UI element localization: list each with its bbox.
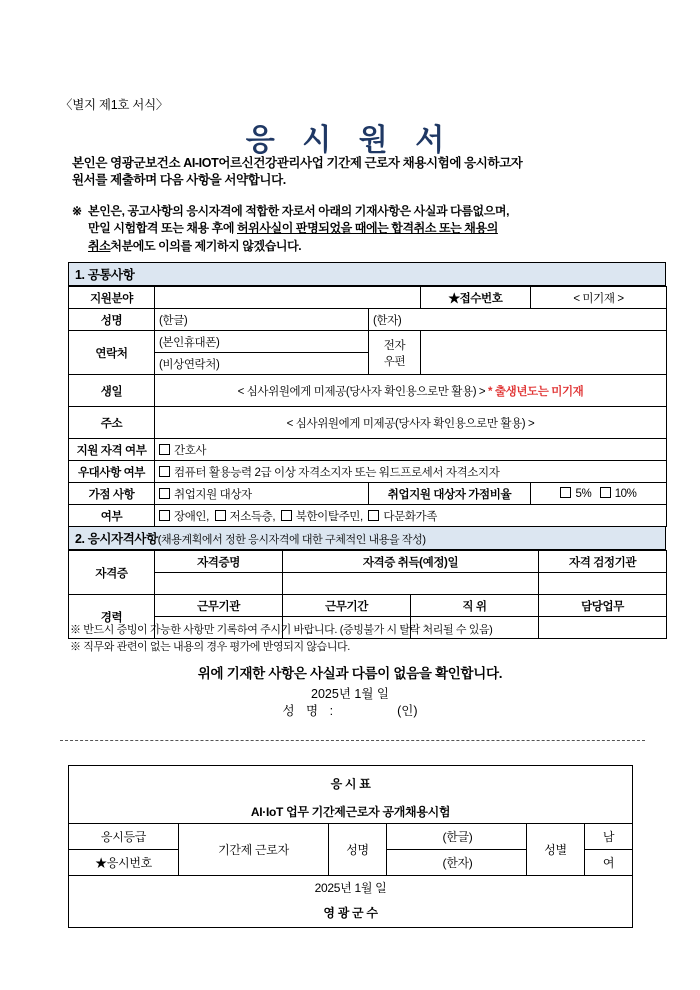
preference-value[interactable] (155, 461, 667, 483)
table-row (69, 407, 667, 439)
extra-points-option-1[interactable] (155, 483, 369, 505)
ticket-gender-female[interactable]: 여 (585, 849, 633, 875)
application-form (68, 262, 666, 639)
qualification-value[interactable] (155, 439, 667, 461)
section-2-title: 2. 응시자격사항 (75, 532, 158, 546)
birth-label: 생일 (69, 375, 155, 407)
ticket-issuer: 영 광 군 수 (69, 899, 633, 927)
extra-points-ratio-options[interactable] (531, 483, 667, 505)
certificate-col-date: 자격증 취득(예정)일 (283, 551, 539, 573)
intro-paragraph (72, 155, 652, 189)
table-row (69, 331, 667, 353)
name-korean-field[interactable]: (한글) (155, 309, 369, 331)
confirmation-statement: 위에 기재한 사항은 사실과 다름이 없음을 확인합니다. (197, 666, 503, 681)
cut-line-divider (60, 740, 645, 741)
ticket-name-label: 성명 (329, 823, 387, 875)
email-label (369, 331, 421, 375)
intro-line-2: 원서를 제출하며 다음 사항을 서약합니다. (72, 172, 286, 187)
table-row (69, 875, 633, 899)
extra-points-option-1-label: 취업지원 대상자 (174, 488, 252, 501)
extra-points-option-disabled: 장애인, (174, 510, 209, 523)
application-date: 2025년 1월 일 (311, 687, 389, 701)
birth-value-text: < 심사위원에게 미제공(당사자 확인용으로만 활용) > (237, 385, 486, 398)
table-row (69, 766, 633, 800)
note-line-2-underline: 허위사실이 판명되었을 때에는 합격취소 또는 채용의 (236, 221, 498, 236)
certificate-value-issuer[interactable] (539, 573, 667, 595)
checkbox-icon[interactable] (560, 487, 571, 498)
signature-seal: (인) (397, 704, 418, 718)
checkbox-icon[interactable] (159, 444, 170, 455)
table-row (69, 573, 667, 595)
note-line-3 (88, 238, 658, 255)
address-value[interactable]: < 심사위원에게 미제공(당사자 확인용으로만 활용) > (155, 407, 667, 439)
extra-points-label-2: 여부 (69, 505, 155, 527)
extra-points-ratio-label: 취업지원 대상자 가점비율 (369, 483, 531, 505)
section-1-table (68, 286, 667, 527)
certificate-col-name: 자격증명 (155, 551, 283, 573)
intro-line-1: 본인은 영광군보건소 AI-IOT어르신건강관리사업 기간제 근로자 채용시험에 응시하고자 (72, 156, 523, 170)
table-row (69, 287, 667, 309)
career-label: 경력 (69, 595, 155, 639)
address-label: 주소 (69, 407, 155, 439)
qualification-option-label: 간호사 (174, 444, 207, 457)
certificate-label: 자격증 (69, 551, 155, 595)
contact-mobile-field[interactable]: (본인휴대폰) (155, 331, 369, 353)
ticket-name-korean[interactable]: (한글) (387, 823, 527, 849)
receipt-number-label: ★접수번호 (421, 287, 531, 309)
table-row (69, 551, 667, 573)
footer-note-2: ※ 직무와 관련이 없는 내용의 경우 평가에 반영되지 않습니다. (70, 641, 350, 654)
checkbox-icon[interactable] (600, 487, 611, 498)
table-row (69, 461, 667, 483)
career-col-duty: 담당업무 (539, 595, 667, 617)
section-2-subtitle: (채용계획에서 정한 응시자격에 대한 구체적인 내용을 작성) (157, 534, 426, 546)
checkbox-icon[interactable] (159, 510, 170, 521)
email-field[interactable] (421, 331, 667, 375)
note-line-3-underline: 취소 (88, 238, 111, 253)
ticket-title: 응 시 표 (69, 766, 633, 800)
table-row (69, 505, 667, 527)
signature-label: 성 명 : (282, 704, 338, 718)
extra-points-ratio-5: 5% (575, 488, 592, 500)
preference-label: 우대사항 여부 (69, 461, 155, 483)
form-tag: 〈별지 제1호 서식〉 (60, 98, 169, 112)
exam-ticket (68, 765, 632, 928)
footer-notes (70, 622, 670, 656)
extra-points-option-multicultural: 다문화가족 (383, 510, 437, 523)
signature-line (0, 701, 700, 719)
table-row (69, 595, 667, 617)
checkbox-icon[interactable] (281, 510, 292, 521)
checkbox-icon[interactable] (215, 510, 226, 521)
table-row (69, 375, 667, 407)
certificate-value-date[interactable] (283, 573, 539, 595)
table-row (69, 439, 667, 461)
birth-value[interactable] (155, 375, 667, 407)
extra-points-label-1: 가점 사항 (69, 483, 155, 505)
receipt-number-value[interactable]: < 미기재 > (531, 287, 667, 309)
table-row (69, 899, 633, 927)
career-col-period: 근무기간 (283, 595, 411, 617)
ticket-name-hanja[interactable]: (한자) (387, 849, 527, 875)
name-label: 성명 (69, 309, 155, 331)
section-1-header (68, 262, 666, 286)
section-2-header (68, 527, 666, 550)
note-mark: ※ (72, 204, 82, 218)
qualification-label: 지원 자격 여부 (69, 439, 155, 461)
note-line-2 (88, 220, 658, 237)
checkbox-icon[interactable] (159, 466, 170, 477)
note-line-1: 본인은, 공고사항의 응시자격에 적합한 자로서 아래의 기재사항은 사실과 다름없으며, (88, 204, 510, 218)
ticket-gender-male[interactable]: 남 (585, 823, 633, 849)
oath-note (72, 203, 658, 255)
ticket-subtitle: AI·IoT 업무 기간제근로자 공개채용시험 (69, 800, 633, 824)
ticket-gender-label: 성별 (527, 823, 585, 875)
extra-points-ratio-10: 10% (614, 488, 637, 500)
table-row (69, 800, 633, 824)
certificate-value-name[interactable] (155, 573, 283, 595)
ticket-grade-value: 기간제 근로자 (179, 823, 329, 875)
exam-ticket-table (68, 765, 633, 928)
extra-points-option-defector: 북한이탈주민, (295, 510, 363, 523)
birth-value-warning: * 출생년도는 미기재 (488, 385, 584, 398)
email-label-line-1: 전자 (383, 339, 406, 352)
field-value[interactable] (155, 287, 421, 309)
certificate-col-issuer: 자격 검정기관 (539, 551, 667, 573)
table-row (69, 309, 667, 331)
note-line-2-plain: 만일 시험합격 또는 채용 후에 (88, 221, 237, 236)
career-col-position: 직 위 (411, 595, 539, 617)
footer-note-1: ※ 반드시 증빙이 가능한 사항만 기록하여 주시기 바랍니다. (증빙불가 시 탈락 처리될 수 있음) (70, 624, 493, 636)
checkbox-icon[interactable] (159, 488, 170, 499)
section-1-title: 1. 공통사항 (75, 268, 135, 282)
contact-label: 연락처 (69, 331, 155, 375)
note-line-3-plain: 처분에도 이의를 제기하지 않겠습니다. (110, 238, 302, 253)
extra-points-option-lowincome: 저소득층, (229, 510, 276, 523)
page-title: 응 시 원 서 (245, 124, 455, 157)
contact-emergency-field[interactable]: (비상연락처) (155, 353, 369, 375)
name-hanja-field[interactable]: (한자) (369, 309, 667, 331)
extra-points-group-2[interactable] (155, 505, 667, 527)
career-col-org: 근무기관 (155, 595, 283, 617)
table-row (69, 823, 633, 849)
email-label-line-2: 우편 (383, 355, 406, 368)
field-label: 지원분야 (69, 287, 155, 309)
preference-option-label: 컴퓨터 활용능력 2급 이상 자격소지자 또는 워드프로세서 자격소지자 (174, 466, 500, 479)
ticket-number-label: ★응시번호 (69, 849, 179, 875)
table-row (69, 483, 667, 505)
ticket-grade-label: 응시등급 (69, 823, 179, 849)
ticket-date: 2025년 1월 일 (69, 875, 633, 899)
checkbox-icon[interactable] (368, 510, 379, 521)
